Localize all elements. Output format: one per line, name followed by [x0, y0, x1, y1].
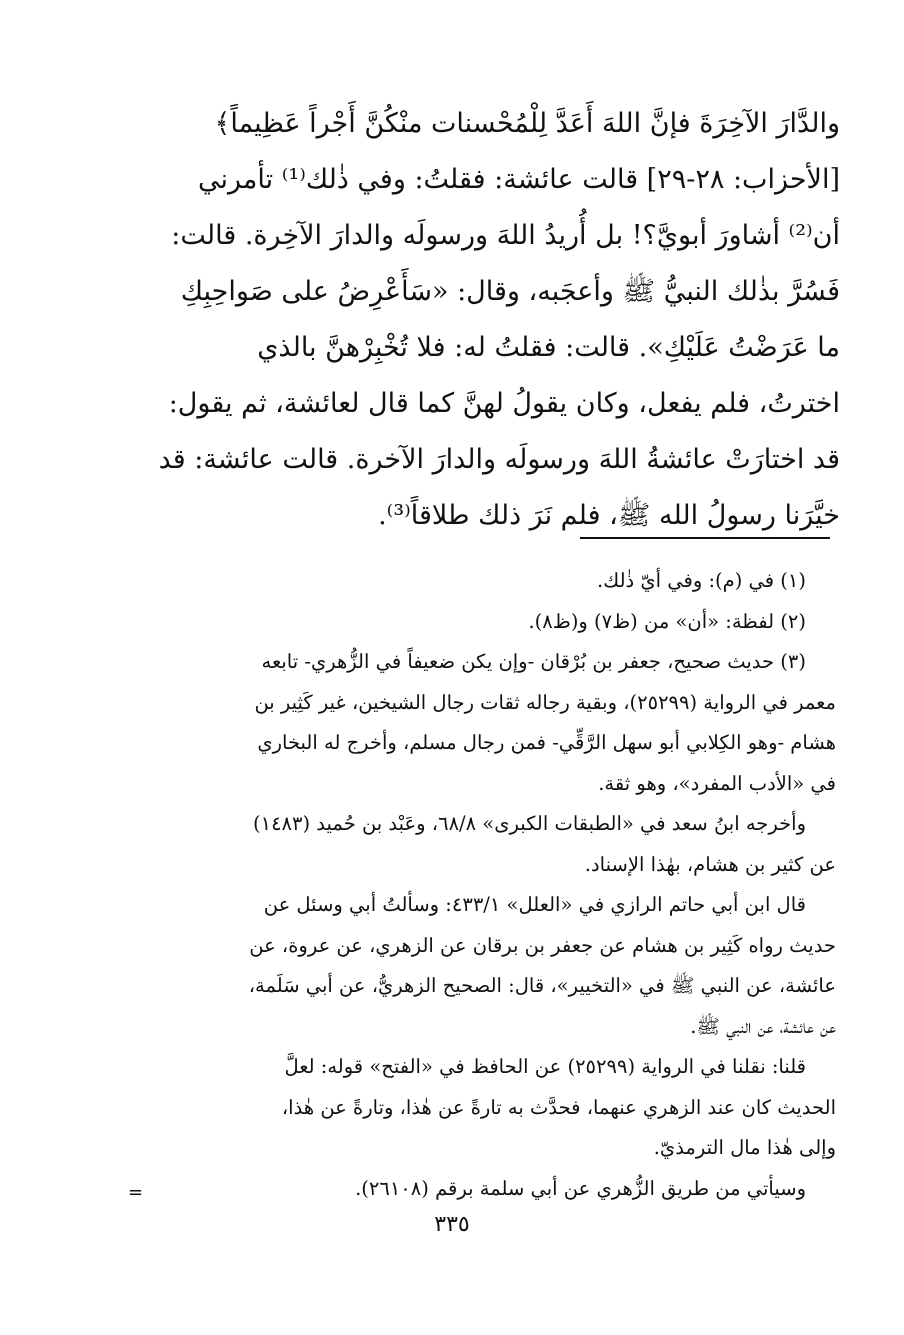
- footnote-line: (٢) لفظة: «أن» من (ظ٧) و(ظ٨).: [528, 609, 806, 633]
- footnotes-section: [132, 561, 836, 1209]
- footnote-divider: [580, 537, 830, 539]
- footnote-line: قال ابن أبي حاتم الرازي في «العلل» ٤٣٣/١: وسألتُ أبي وسئل عن: [263, 893, 806, 916]
- footnote-line: وسيأتي من طريق الزُّهري عن أبي سلمة برقم (٢٦١٠٨).: [355, 1176, 806, 1200]
- main-text-line: ما عَرَضْتُ عَلَيْكِ». قالت: فقلتُ له: فلا تُخْبِرْهنَّ بالذي: [257, 332, 840, 363]
- main-text-line: [الأحزاب: ٢٨-٢٩] قالت عائشة: فقلتُ: وفي ذٰلك⁽¹⁾ تأمرني: [198, 164, 840, 195]
- footnote-line: (٣) حديث صحيح، جعفر بن بُرْقان -وإن يكن ضعيفاً في الزُّهري- تابعه: [261, 650, 806, 673]
- main-text-line: خيَّرَنا رسولُ الله ﷺ، فلم نَرَ ذلك طلاقاً⁽³⁾.: [378, 500, 840, 531]
- footnote-line: معمر في الرواية (٢٥٢٩٩)، وبقية رجاله ثقات رجال الشيخين، غير كَثِير بن: [254, 690, 836, 714]
- footnote-line: (١) في (م): وفي أيّ ذٰلك.: [596, 569, 806, 592]
- main-text-line: أن⁽²⁾ أشاورَ أبويَّ؟! بل أُريدُ اللهَ ورسولَه والدارَ الآخِرة. قالت:: [171, 220, 840, 251]
- footnote-line: عائشة، عن النبي ﷺ في «التخيير»، قال: الصحيح الزهريُّ، عن أبي سَلَمة،: [248, 974, 836, 997]
- footnote-line: الحديث كان عند الزهري عنهما، فحدَّث به تارةً عن هٰذا، وتارةً عن هٰذا،: [281, 1095, 836, 1119]
- main-text-line: قد اختارَتْ عائشةُ اللهَ ورسولَه والدارَ الآخرة. قالت عائشة: قد: [158, 444, 840, 475]
- main-text-line: اخترتُ، فلم يفعل، وكان يقولُ لهنَّ كما قال لعائشة، ثم يقول:: [168, 388, 840, 419]
- footnote-line: وإلى هٰذا مال الترمذيّ.: [653, 1136, 836, 1159]
- main-text-line: والدَّارَ الآخِرَةَ فإنَّ اللهَ أَعَدَّ لِلْمُحْسنات منْكُنَّ أَجْراً عَظِيماً﴾: [214, 108, 840, 139]
- footnote-line: هشام -وهو الكِلابي أبو سهل الرَّقِّي- فمن رجال مسلم، وأخرج له البخاري: [257, 731, 836, 754]
- footnote-line: وأخرجه ابنُ سعد في «الطبقات الكبرى» ٦٨/٨، وعَبْد بن حُميد (١٤٨٣): [252, 812, 806, 835]
- footnote-line: قلنا: نقلنا في الرواية (٢٥٢٩٩) عن الحافظ في «الفتح» قوله: لعلَّ: [284, 1055, 806, 1078]
- footnote-line: عن عائشة، عن النبي ﷺ.: [690, 1014, 836, 1038]
- continuation-mark: =: [128, 1182, 144, 1203]
- page-number: ٣٣٥: [434, 1212, 470, 1237]
- footnote-line: حديث رواه كَثِير بن هشام عن جعفر بن برقان عن الزهري، عن عروة، عن: [249, 933, 836, 957]
- footnote-line: عن كثير بن هشام، بهٰذا الإسناد.: [584, 852, 836, 876]
- main-text-body: [132, 96, 840, 544]
- main-text-line: فَسُرَّ بذٰلك النبيُّ ﷺ وأعجَبه، وقال: «سَأَعْرِضُ على صَواحِبِكِ: [180, 276, 840, 307]
- footnote-line: في «الأدب المفرد»، وهو ثقة.: [598, 771, 836, 795]
